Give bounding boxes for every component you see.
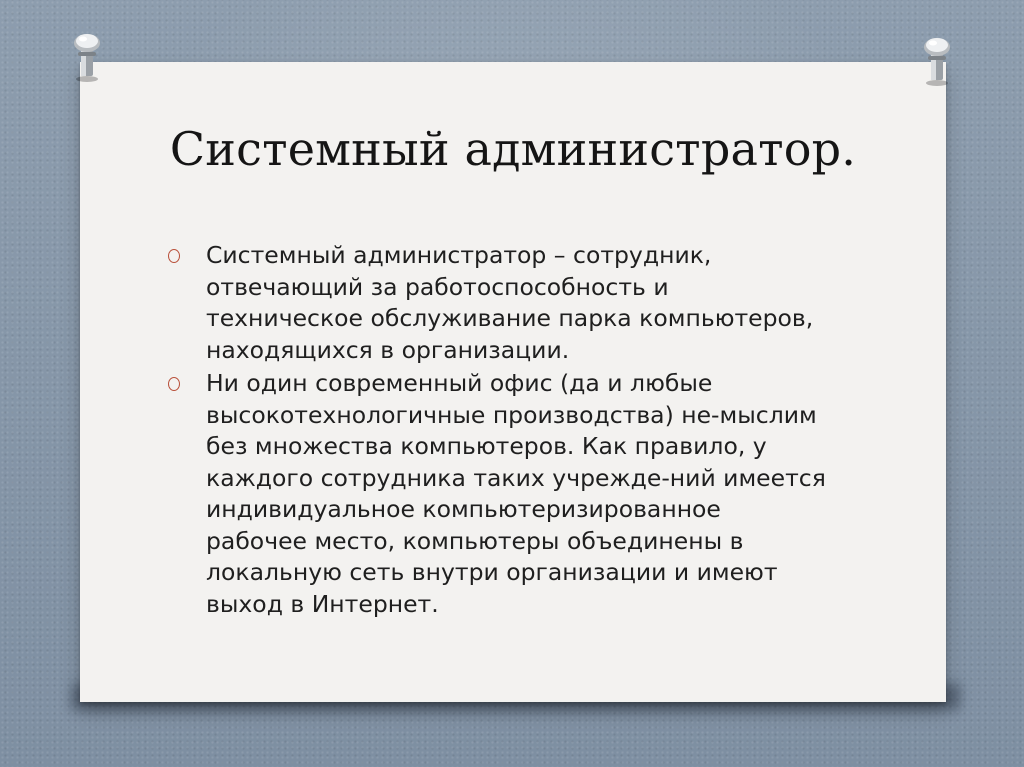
thumbtack-icon [920,34,954,88]
slide-title: Системный администратор. [169,122,857,176]
circle-bullet-icon [168,377,180,391]
bullet-text: Ни один современный офис (да и любые высокотехнологичные производства) не-мыслим без множества компьютеров. Как правило, у каждого сотрудника таких учрежде-ний имеется индивидуальное компьютеризированное рабочее место, компьютеры объединены в локальную сеть внутри организации и имеют выход в Интернет. [206,369,826,618]
circle-bullet-icon [168,249,180,263]
bullet-text: Системный администратор – сотрудник, отвечающий за работоспособность и техническое обслуживание парка компьютеров, находящихся в организации. [206,241,814,364]
bullet-list [168,240,828,622]
bullet-item [168,368,828,620]
bullet-item [168,240,828,366]
thumbtack-icon [70,30,104,84]
